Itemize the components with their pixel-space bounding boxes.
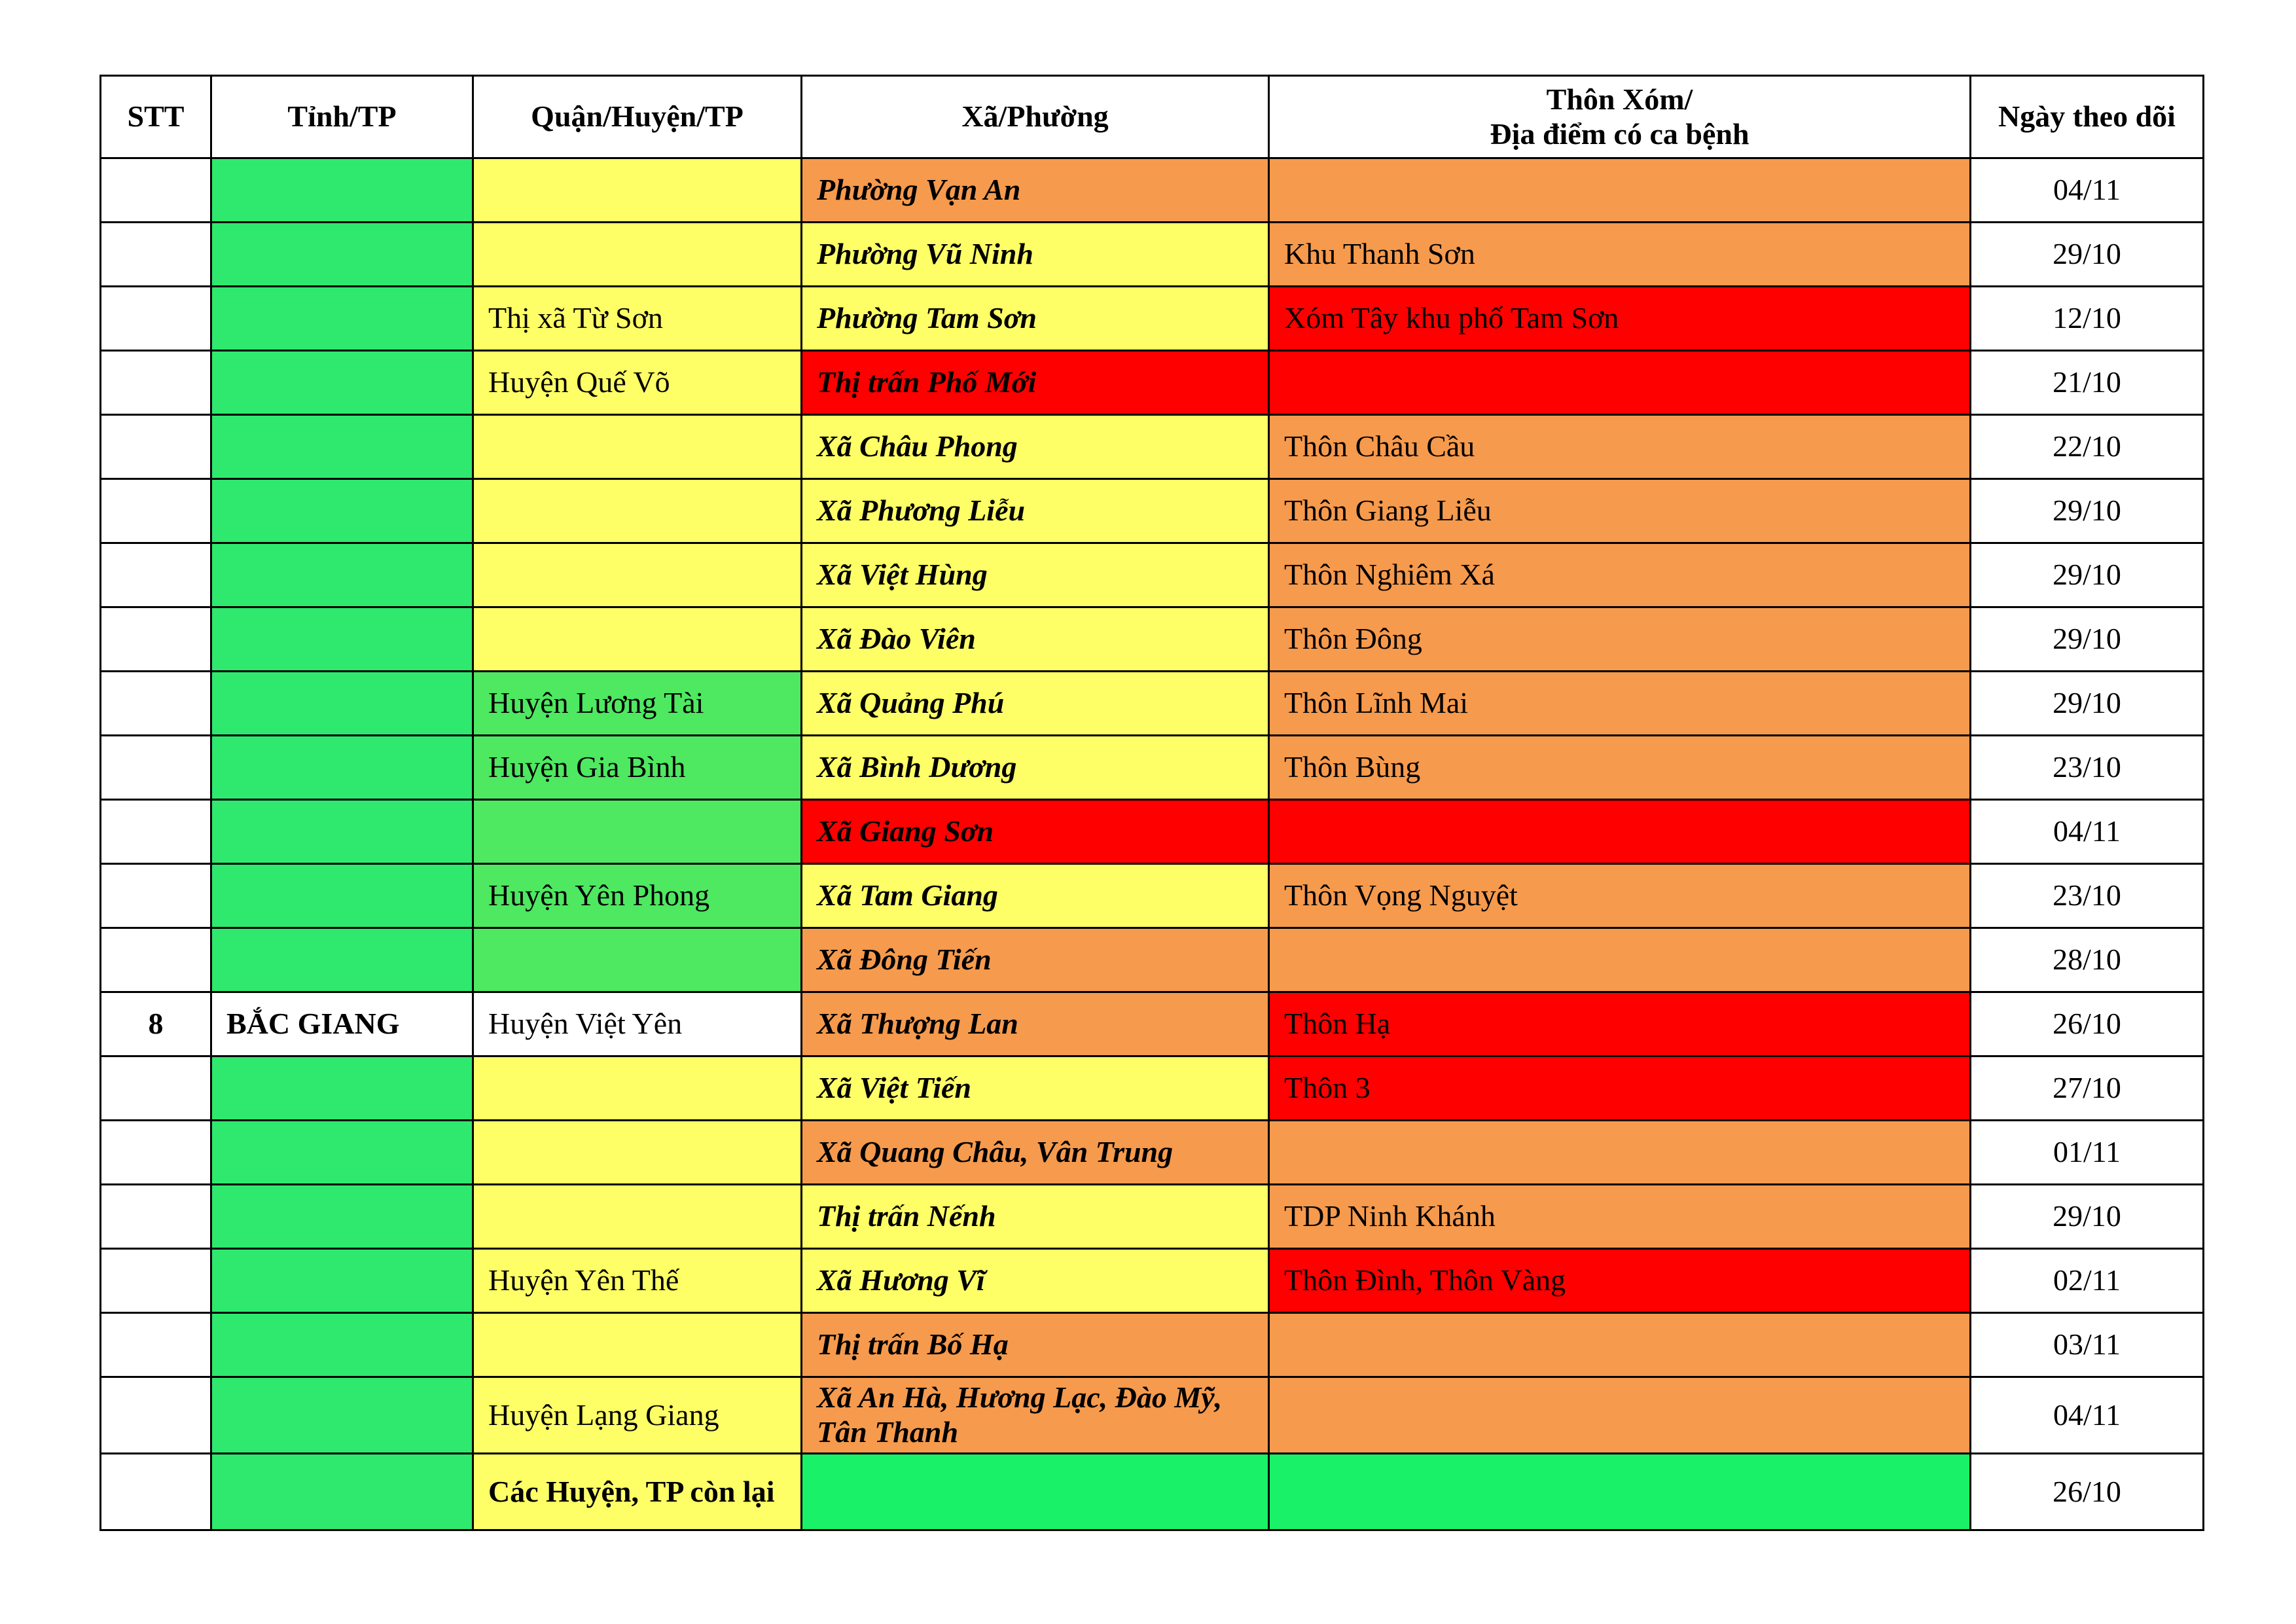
cell-date: 29/10: [1971, 607, 2204, 672]
cell-date: 23/10: [1971, 864, 2204, 928]
cell-district: [473, 1313, 802, 1377]
cell-ward: Xã Phương Liễu: [802, 479, 1269, 543]
cell-district: Huyện Lạng Giang: [473, 1377, 802, 1454]
cell-date: 22/10: [1971, 415, 2204, 479]
cell-stt: 8: [101, 992, 211, 1056]
cell-province: [211, 479, 473, 543]
cell-district: [473, 800, 802, 864]
cell-province: [211, 223, 473, 287]
cell-province: [211, 736, 473, 800]
header-province: Tỉnh/TP: [211, 76, 473, 158]
table-row: [101, 415, 2204, 479]
cell-district: Huyện Lương Tài: [473, 672, 802, 736]
cell-date: 03/11: [1971, 1313, 2204, 1377]
cell-ward: Phường Vạn An: [802, 158, 1269, 223]
cell-ward: Phường Vũ Ninh: [802, 223, 1269, 287]
cell-village: Xóm Tây khu phố Tam Sơn: [1269, 287, 1971, 351]
table-row: [101, 543, 2204, 607]
cell-date: 29/10: [1971, 223, 2204, 287]
cell-ward: Xã Việt Hùng: [802, 543, 1269, 607]
table-row: [101, 800, 2204, 864]
cell-date: 12/10: [1971, 287, 2204, 351]
cell-province: [211, 351, 473, 415]
table-row: [101, 1121, 2204, 1185]
header-village-line1: Thôn Xóm/: [1546, 82, 1693, 116]
cell-date: 04/11: [1971, 800, 2204, 864]
cell-village: Thôn 3: [1269, 1056, 1971, 1121]
cell-province: [211, 1121, 473, 1185]
outbreak-table: [99, 75, 2204, 1531]
cell-date: 23/10: [1971, 736, 2204, 800]
cell-date: 04/11: [1971, 158, 2204, 223]
cell-province: BẮC GIANG: [211, 992, 473, 1056]
cell-village: Thôn Lĩnh Mai: [1269, 672, 1971, 736]
cell-date: 21/10: [1971, 351, 2204, 415]
cell-province: [211, 800, 473, 864]
cell-province: [211, 1056, 473, 1121]
cell-village: Khu Thanh Sơn: [1269, 223, 1971, 287]
cell-province: [211, 1313, 473, 1377]
cell-province: [211, 672, 473, 736]
cell-district: [473, 928, 802, 992]
cell-district: [473, 543, 802, 607]
cell-ward: Xã Thượng Lan: [802, 992, 1269, 1056]
cell-date: 29/10: [1971, 1185, 2204, 1249]
cell-district: [473, 1121, 802, 1185]
cell-district: [473, 1185, 802, 1249]
cell-ward: Xã Quang Châu, Vân Trung: [802, 1121, 1269, 1185]
cell-date: 01/11: [1971, 1121, 2204, 1185]
cell-village: [1269, 800, 1971, 864]
table-row: [101, 672, 2204, 736]
cell-village: [1269, 1377, 1971, 1454]
cell-stt: [101, 607, 211, 672]
cell-ward: Xã Châu Phong: [802, 415, 1269, 479]
cell-province: [211, 1185, 473, 1249]
cell-district: [473, 223, 802, 287]
cell-stt: [101, 1454, 211, 1530]
cell-province: [211, 864, 473, 928]
cell-stt: [101, 1185, 211, 1249]
cell-district: Huyện Yên Phong: [473, 864, 802, 928]
table-row: [101, 1313, 2204, 1377]
cell-stt: [101, 1313, 211, 1377]
cell-stt: [101, 736, 211, 800]
cell-stt: [101, 287, 211, 351]
cell-province: [211, 928, 473, 992]
header-row: [101, 76, 2204, 158]
cell-province: [211, 543, 473, 607]
cell-district: [473, 479, 802, 543]
cell-district: Các Huyện, TP còn lại: [473, 1454, 802, 1530]
cell-stt: [101, 415, 211, 479]
cell-district: Thị xã Từ Sơn: [473, 287, 802, 351]
header-village: [1269, 76, 1971, 158]
table-row: [101, 864, 2204, 928]
cell-province: [211, 1249, 473, 1313]
cell-ward: [802, 1454, 1269, 1530]
cell-stt: [101, 1377, 211, 1454]
cell-province: [211, 1377, 473, 1454]
cell-stt: [101, 223, 211, 287]
cell-village: Thôn Vọng Nguyệt: [1269, 864, 1971, 928]
cell-province: [211, 158, 473, 223]
cell-date: 02/11: [1971, 1249, 2204, 1313]
cell-stt: [101, 672, 211, 736]
cell-date: 29/10: [1971, 479, 2204, 543]
cell-stt: [101, 351, 211, 415]
table-row: [101, 287, 2204, 351]
header-stt: STT: [101, 76, 211, 158]
header-district: Quận/Huyện/TP: [473, 76, 802, 158]
cell-village: Thôn Giang Liễu: [1269, 479, 1971, 543]
table-row: [101, 1185, 2204, 1249]
table-row: [101, 928, 2204, 992]
cell-district: [473, 158, 802, 223]
cell-province: [211, 607, 473, 672]
cell-date: 27/10: [1971, 1056, 2204, 1121]
cell-stt: [101, 864, 211, 928]
cell-province: [211, 1454, 473, 1530]
cell-date: 29/10: [1971, 543, 2204, 607]
cell-village: [1269, 1121, 1971, 1185]
cell-village: [1269, 351, 1971, 415]
cell-stt: [101, 800, 211, 864]
cell-stt: [101, 1121, 211, 1185]
header-village-line2: Địa điểm có ca bệnh: [1490, 117, 1749, 151]
cell-stt: [101, 928, 211, 992]
cell-village: [1269, 1313, 1971, 1377]
cell-date: 26/10: [1971, 1454, 2204, 1530]
table-row: [101, 479, 2204, 543]
cell-district: [473, 607, 802, 672]
cell-village: Thôn Đông: [1269, 607, 1971, 672]
cell-ward: Xã Bình Dương: [802, 736, 1269, 800]
cell-date: 28/10: [1971, 928, 2204, 992]
cell-district: Huyện Yên Thế: [473, 1249, 802, 1313]
cell-ward: Xã An Hà, Hương Lạc, Đào Mỹ, Tân Thanh: [802, 1377, 1269, 1454]
cell-ward: Xã Tam Giang: [802, 864, 1269, 928]
table-row: [101, 1249, 2204, 1313]
header-date: Ngày theo dõi: [1971, 76, 2204, 158]
cell-village: [1269, 158, 1971, 223]
table-row: [101, 736, 2204, 800]
table-row: [101, 1454, 2204, 1530]
cell-date: 29/10: [1971, 672, 2204, 736]
cell-village: Thôn Châu Cầu: [1269, 415, 1971, 479]
table-row: [101, 1056, 2204, 1121]
table-row: [101, 351, 2204, 415]
cell-stt: [101, 1056, 211, 1121]
table-row: [101, 158, 2204, 223]
cell-ward: Xã Việt Tiến: [802, 1056, 1269, 1121]
table-row: [101, 223, 2204, 287]
cell-province: [211, 287, 473, 351]
cell-village: [1269, 1454, 1971, 1530]
cell-stt: [101, 543, 211, 607]
cell-ward: Xã Giang Sơn: [802, 800, 1269, 864]
cell-village: [1269, 928, 1971, 992]
cell-stt: [101, 1249, 211, 1313]
cell-date: 26/10: [1971, 992, 2204, 1056]
cell-district: Huyện Quế Võ: [473, 351, 802, 415]
cell-village: Thôn Nghiêm Xá: [1269, 543, 1971, 607]
cell-district: [473, 415, 802, 479]
cell-ward: Xã Đào Viên: [802, 607, 1269, 672]
cell-date: 04/11: [1971, 1377, 2204, 1454]
header-ward: Xã/Phường: [802, 76, 1269, 158]
table-row: [101, 1377, 2204, 1454]
cell-village: Thôn Đình, Thôn Vàng: [1269, 1249, 1971, 1313]
cell-village: Thôn Bùng: [1269, 736, 1971, 800]
cell-ward: Xã Đông Tiến: [802, 928, 1269, 992]
cell-ward: Thị trấn Nếnh: [802, 1185, 1269, 1249]
cell-district: Huyện Việt Yên: [473, 992, 802, 1056]
cell-village: Thôn Hạ: [1269, 992, 1971, 1056]
cell-ward: Xã Quảng Phú: [802, 672, 1269, 736]
cell-ward: Phường Tam Sơn: [802, 287, 1269, 351]
cell-district: Huyện Gia Bình: [473, 736, 802, 800]
table-row: [101, 992, 2204, 1056]
cell-stt: [101, 158, 211, 223]
cell-district: [473, 1056, 802, 1121]
cell-village: TDP Ninh Khánh: [1269, 1185, 1971, 1249]
cell-stt: [101, 479, 211, 543]
cell-ward: Xã Hương Vĩ: [802, 1249, 1269, 1313]
table-row: [101, 607, 2204, 672]
cell-ward: Thị trấn Phố Mới: [802, 351, 1269, 415]
cell-province: [211, 415, 473, 479]
cell-ward: Thị trấn Bố Hạ: [802, 1313, 1269, 1377]
